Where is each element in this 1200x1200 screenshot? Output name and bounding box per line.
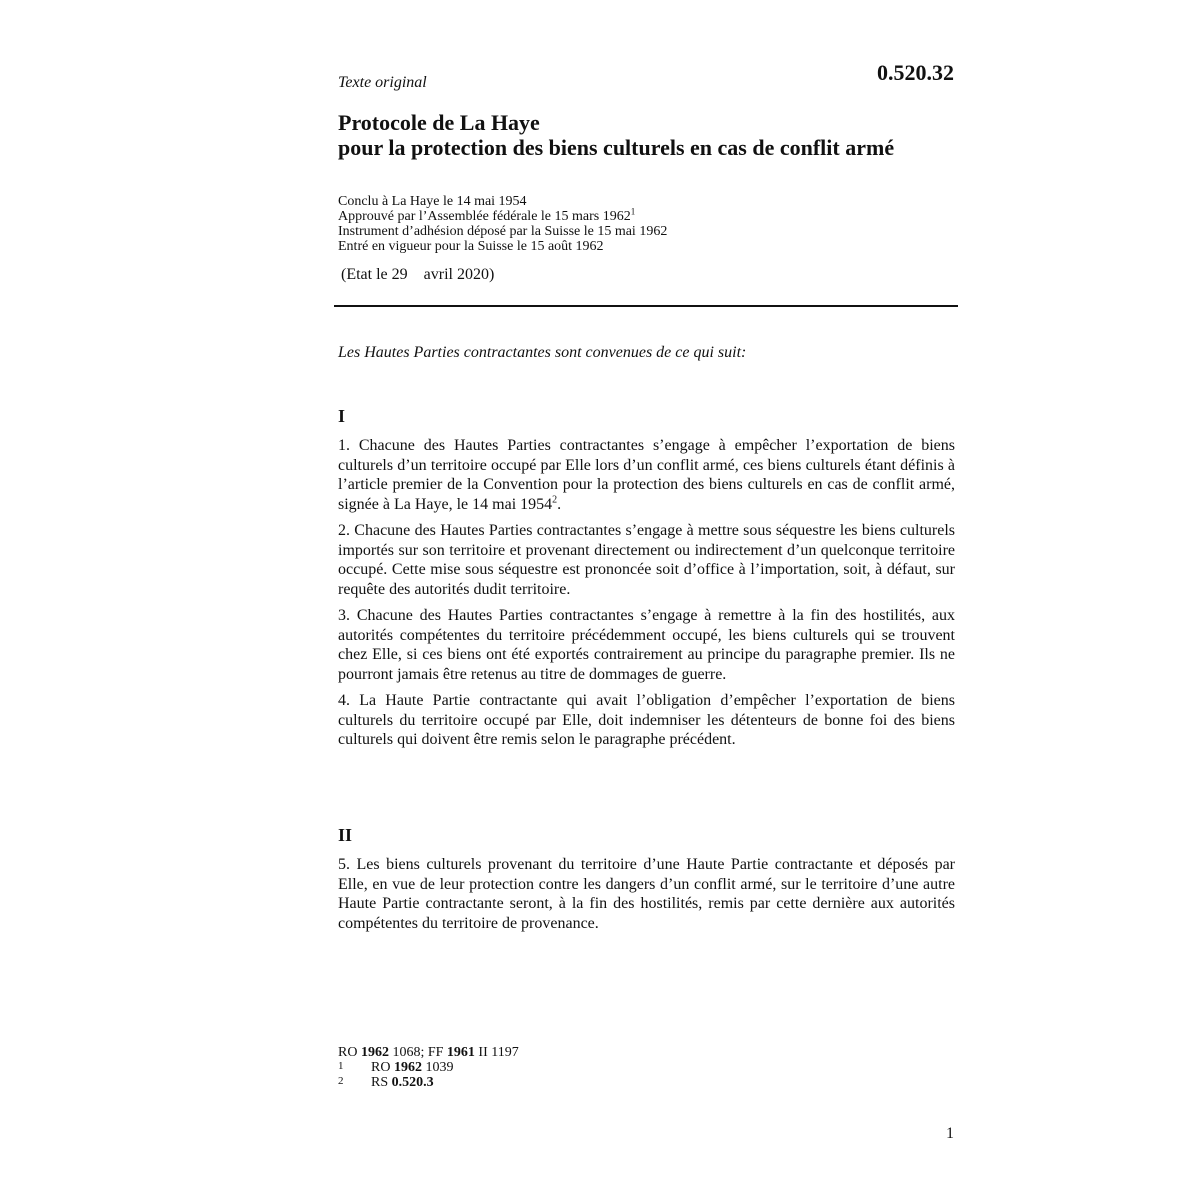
source-ref-part: 1068; FF — [388, 1045, 447, 1060]
meta-approved — [338, 206, 667, 224]
section-ii-body — [338, 855, 955, 940]
footnote-ref-1[interactable]: 1 — [630, 206, 636, 217]
paragraph-5: 5. Les biens culturels provenant du territoire d’une Haute Partie contractante et déposés par Elle, en vue de leur protection contre les dangers d’un conflit armé, sur le territoire d’une autre Haute Partie contractante seront, à la fin des hostilités, remis par cette dernière aux autorités compétentes du territoire de provenance. — [338, 856, 955, 932]
footnote-2-number: 2 — [338, 1075, 344, 1087]
source-ref-part: RO — [338, 1045, 361, 1060]
title-line-2: pour la protection des biens culturels en cas de conflit armé — [338, 135, 895, 160]
meta-approved-text: Approuvé par l’Assemblée fédérale le 15 mars 1962 — [338, 209, 631, 224]
header-divider — [334, 305, 958, 307]
footnotes — [338, 1045, 519, 1090]
section-i-body — [338, 436, 955, 757]
footnote-1 — [338, 1060, 519, 1075]
status-date-part-1: (Etat le 29 — [341, 266, 408, 283]
paragraph-4: 4. La Haute Partie contractante qui avait l’obligation d’empêcher l’exportation de biens culturels du territoire occupé par Elle, doit indemniser les détenteurs de bonne foi des biens culturels qui doivent être remis selon le paragraphe précédent. — [338, 692, 955, 748]
footnote-2-bold: 0.520.3 — [391, 1075, 434, 1090]
status-date-part-2: avril 2020) — [423, 266, 495, 283]
source-reference — [338, 1045, 519, 1060]
footnote-1-part: RO — [371, 1060, 394, 1075]
footnote-1-part: 1039 — [421, 1060, 454, 1075]
meta-in-force: Entré en vigueur pour la Suisse le 15 août 1962 — [338, 239, 604, 254]
source-ref-part: II 1197 — [474, 1045, 519, 1060]
title-line-1: Protocole de La Haye — [338, 110, 540, 135]
original-text-label: Texte original — [338, 74, 427, 91]
paragraph-2: 2. Chacune des Hautes Parties contractantes s’engage à mettre sous séquestre les biens culturels importés sur son territoire et provenant directement ou indirectement d’un quelconque territoire occupé. Cette mise sous séquestre est prononcée soit d’office à l’importation, soit, à défaut, sur requête des autorités dudit territoire. — [338, 522, 955, 598]
paragraph-1 — [338, 436, 955, 514]
footnote-ref-2[interactable]: 2 — [552, 494, 558, 506]
footnote-2 — [338, 1075, 519, 1090]
footnote-2-part: RS — [371, 1075, 392, 1090]
document-metadata — [338, 194, 667, 254]
status-date — [341, 266, 494, 284]
footnote-1-number: 1 — [338, 1060, 344, 1072]
page-number: 1 — [946, 1125, 954, 1142]
document-number: 0.520.32 — [877, 60, 954, 85]
meta-concluded: Conclu à La Haye le 14 mai 1954 — [338, 194, 527, 209]
paragraph-1-end: . — [557, 495, 562, 513]
source-ref-bold: 1962 — [360, 1045, 389, 1060]
section-heading-ii: II — [338, 825, 353, 845]
footnote-1-bold: 1962 — [393, 1060, 422, 1075]
preamble: Les Hautes Parties contractantes sont convenues de ce qui suit: — [338, 344, 747, 361]
paragraph-3: 3. Chacune des Hautes Parties contractantes s’engage à remettre à la fin des hostilités, aux autorités compétentes du territoire précédemment occupé, les biens culturels qui se trouvent chez Elle, si ces biens ont été exportés contrairement au principe du paragraphe premier. Ils ne pourront jamais être retenus au titre de dommages de guerre. — [338, 607, 955, 683]
document-title — [338, 110, 978, 160]
paragraph-1-text: 1. Chacune des Hautes Parties contractantes s’engage à empêcher l’exportation de biens culturels d’un territoire occupé par Elle lors d’un conflit armé, ces biens culturels étant définis à l’article premier de la Convention pour la protection des biens culturels en cas de conflit armé, signée à La Haye, le 14 mai 1954 — [338, 437, 955, 513]
meta-instrument: Instrument d’adhésion déposé par la Suisse le 15 mai 1962 — [338, 224, 668, 239]
source-ref-bold: 1961 — [446, 1045, 475, 1060]
section-heading-i: I — [338, 406, 346, 426]
